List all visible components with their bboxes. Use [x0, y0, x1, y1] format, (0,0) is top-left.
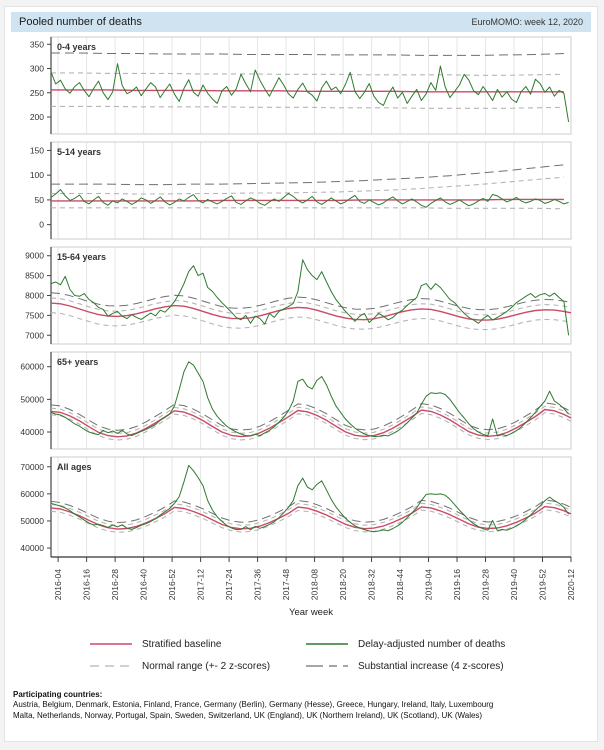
x-tick-label: 2017-48 — [281, 569, 292, 601]
y-tick-label: 60000 — [20, 361, 44, 372]
panel-15-64-years — [25, 247, 571, 344]
x-tick-label: 2016-04 — [53, 569, 64, 601]
participating-countries-heading: Participating countries: — [13, 690, 103, 699]
y-tick-label: 7000 — [25, 330, 44, 341]
edition-label: EuroMOMO: week 12, 2020 — [471, 17, 583, 27]
x-tick-label: 2016-16 — [81, 569, 92, 601]
legend — [5, 631, 597, 683]
chart-svg — [5, 33, 597, 629]
y-tick-label: 300 — [29, 63, 44, 74]
x-tick-label: 2017-24 — [224, 569, 235, 601]
x-tick-label: 2018-32 — [366, 569, 377, 601]
y-tick-label: 40000 — [20, 543, 44, 554]
x-tick-label: 2017-12 — [195, 569, 206, 601]
x-tick-label: 2018-20 — [338, 569, 349, 601]
x-tick-label: 2018-44 — [395, 569, 406, 601]
panel-title: 0-4 years — [57, 42, 97, 52]
y-tick-label: 50000 — [20, 394, 44, 405]
panel-5-14-years — [30, 142, 571, 239]
panel-title: 5-14 years — [57, 147, 102, 157]
legend-label: Normal range (+- 2 z-scores) — [142, 660, 271, 672]
legend-label: Delay-adjusted number of deaths — [358, 638, 506, 650]
baseline-line-swatch — [89, 642, 133, 646]
x-axis-title: Year week — [288, 607, 334, 618]
panel-all-ages — [20, 457, 571, 557]
panel-65-plus-years — [20, 352, 571, 449]
x-tick-label: 2016-52 — [167, 569, 178, 601]
x-tick-label: 2016-28 — [110, 569, 121, 601]
y-tick-label: 200 — [29, 112, 44, 123]
y-tick-label: 50000 — [20, 515, 44, 526]
legend-item-baseline — [89, 637, 222, 651]
participating-countries — [13, 689, 597, 721]
y-tick-label: 60000 — [20, 488, 44, 499]
substantial-increase-line-swatch — [305, 664, 349, 668]
y-tick-label: 50 — [34, 194, 44, 205]
x-tick-label: 2017-36 — [252, 569, 263, 601]
y-tick-label: 350 — [29, 39, 44, 50]
x-tick-label: 2018-08 — [309, 569, 320, 601]
legend-item-observed — [305, 637, 505, 651]
x-tick-label: 2019-04 — [423, 569, 434, 601]
legend-item-normal-range — [89, 659, 270, 673]
legend-label: Stratified baseline — [142, 638, 222, 650]
countries-line-1: Austria, Belgium, Denmark, Estonia, Finland, France, Germany (Berlin), Germany (Hesse), Greece, Hungary, Ireland, Italy, Luxembourg — [13, 700, 494, 709]
y-tick-label: 100 — [29, 170, 44, 181]
panel-title: All ages — [57, 462, 92, 472]
observed-line-swatch — [305, 642, 349, 646]
x-axis — [51, 557, 576, 618]
x-tick-label: 2020-12 — [566, 569, 576, 601]
y-tick-label: 250 — [29, 87, 44, 98]
x-tick-label: 2019-52 — [537, 569, 548, 601]
panel-title: 15-64 years — [57, 252, 107, 262]
y-tick-label: 150 — [29, 145, 44, 156]
y-tick-label: 8500 — [25, 270, 44, 281]
y-tick-label: 9000 — [25, 250, 44, 261]
x-tick-label: 2019-40 — [509, 569, 520, 601]
y-tick-label: 7500 — [25, 310, 44, 321]
chart-area — [5, 33, 597, 629]
header-bar — [11, 12, 591, 32]
y-tick-label: 8000 — [25, 290, 44, 301]
report-page — [4, 6, 598, 742]
panel-title: 65+ years — [57, 357, 99, 367]
y-tick-label: 40000 — [20, 427, 44, 438]
y-tick-label: 70000 — [20, 461, 44, 472]
x-tick-label: 2019-28 — [480, 569, 491, 601]
legend-label: Substantial increase (4 z-scores) — [358, 660, 504, 672]
page-title: Pooled number of deaths — [19, 16, 142, 28]
countries-line-2: Malta, Netherlands, Norway, Portugal, Spain, Sweden, Switzerland, UK (England), UK (Northern Ireland), UK (Scotland), UK (Wales) — [13, 710, 483, 720]
panel-0-4-years — [30, 37, 571, 134]
legend-item-substantial-increase — [305, 659, 504, 673]
y-tick-label: 0 — [39, 219, 44, 230]
x-tick-label: 2016-40 — [138, 569, 149, 601]
x-tick-label: 2019-16 — [452, 569, 463, 601]
normal-range-line-swatch — [89, 664, 133, 668]
